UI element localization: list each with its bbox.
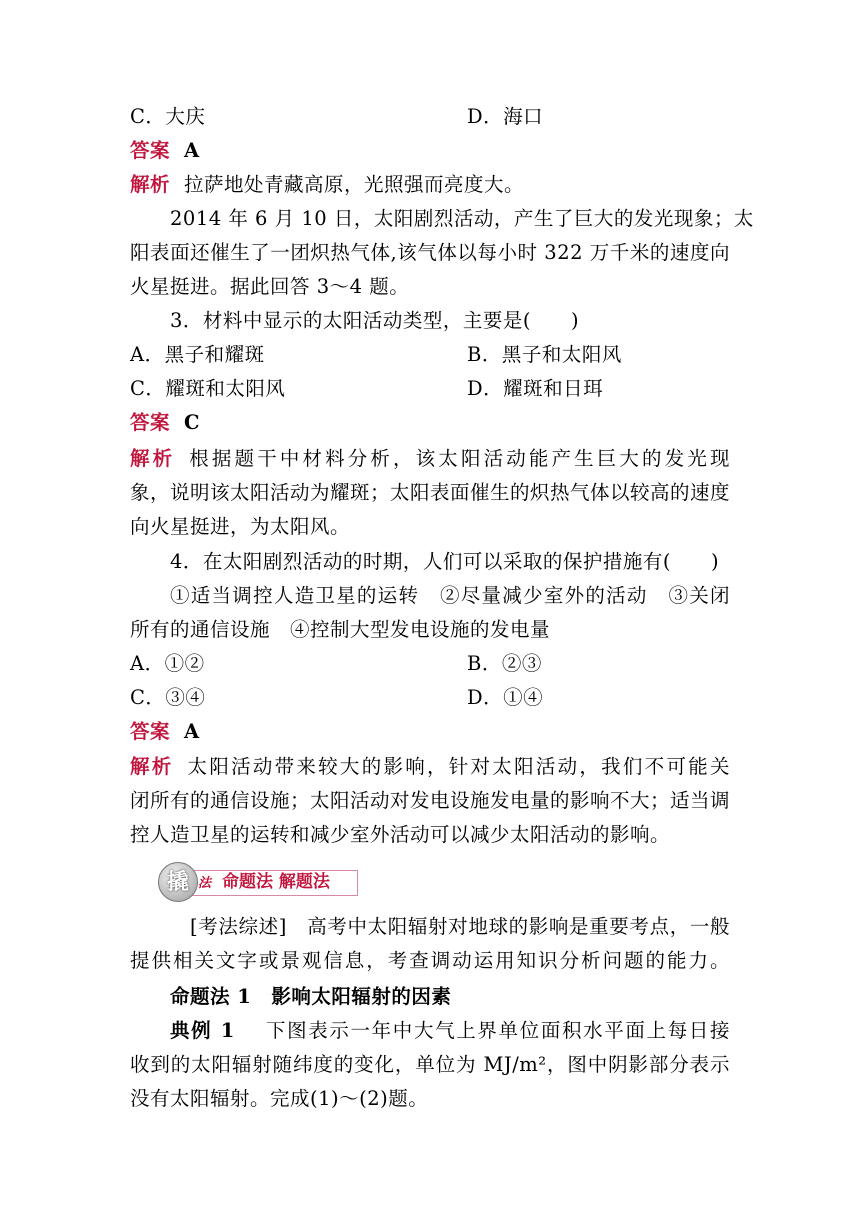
q4-stem: 4．在太阳剧烈活动的时期，人们可以采取的保护措施有( ): [170, 550, 720, 573]
overview-line-2: 提供相关文字或景观信息，考查调动运用知识分析问题的能力。: [130, 949, 730, 972]
q2-analysis: [130, 168, 730, 202]
q4-options-ab: [130, 647, 730, 681]
answer-label: 答案: [130, 139, 171, 162]
answer-value: C: [184, 411, 201, 434]
q4-items-line-1: ①适当调控人造卫星的运转 ②尽量减少室外的活动 ③关闭: [170, 584, 730, 607]
answer-value: A: [184, 139, 200, 162]
option-c: C．③④: [130, 686, 206, 709]
example-text: 下图表示一年中大气上界单位面积水平面上每日接: [264, 1019, 730, 1042]
option-d: D．①④: [467, 686, 544, 709]
option-a: A．①②: [130, 652, 205, 675]
q3-stem: 3．材料中显示的太阳活动类型，主要是( ): [170, 309, 580, 332]
overview-line-1: [考法综述] 高考中太阳辐射对地球的影响是重要考点，一般: [190, 915, 730, 938]
section-banner: [158, 860, 358, 900]
option-b: B．②③: [467, 652, 542, 675]
q3-options-cd: [130, 372, 730, 406]
q3-analysis-line-3: 向火星挺进，为太阳风。: [130, 515, 351, 538]
analysis-text: 根据题干中材料分析，该太阳活动能产生巨大的发光现: [189, 447, 730, 470]
q4-items-line-2: 所有的通信设施 ④控制大型发电设施的发电量: [130, 618, 551, 641]
q4-analysis-line-1: [130, 750, 730, 784]
option-a: A．黑子和耀斑: [130, 343, 265, 366]
analysis-label: 解析: [130, 173, 171, 196]
answer-value: A: [184, 720, 200, 743]
material-line-1: 2014 年 6 月 10 日，太阳剧烈活动，产生了巨大的发光现象；太: [170, 207, 754, 230]
analysis-text: 拉萨地处青藏高原，光照强而亮度大。: [184, 173, 525, 196]
method-heading: 命题法 1 影响太阳辐射的因素: [170, 985, 452, 1008]
q4-analysis-line-2: 闭所有的通信设施；太阳活动对发电设施发电量的影响不大；适当调: [130, 789, 731, 812]
option-d: D．海口: [467, 105, 544, 128]
banner-small-label: 法: [198, 876, 212, 891]
option-c: C．大庆: [130, 105, 206, 128]
q2-answer: [130, 134, 730, 168]
option-d: D．耀斑和日珥: [467, 377, 604, 400]
q3-answer: [130, 406, 730, 440]
q4-answer: [130, 715, 730, 749]
q4-options-cd: [130, 681, 730, 715]
analysis-text: 太阳活动带来较大的影响，针对太阳活动，我们不可能关: [187, 755, 730, 778]
material-line-3: 火星挺进。据此回答 3～4 题。: [130, 275, 410, 298]
material-line-2: 阳表面还催生了一团炽热气体,该气体以每小时 322 万千米的速度向: [130, 241, 730, 264]
answer-label: 答案: [130, 411, 171, 434]
example-line-3: 没有太阳辐射。完成(1)～(2)题。: [130, 1087, 429, 1110]
answer-label: 答案: [130, 720, 171, 743]
q3-options-ab: [130, 338, 730, 372]
example-label: 典例 1: [170, 1019, 235, 1042]
option-c: C．耀斑和太阳风: [130, 377, 286, 400]
example-line-2: 收到的太阳辐射随纬度的变化，单位为 MJ/m²，图中阴影部分表示: [130, 1053, 730, 1076]
analysis-label: 解析: [130, 755, 174, 778]
q2-option-row: [130, 100, 730, 134]
option-b: B．黑子和太阳风: [467, 343, 622, 366]
analysis-label: 解析: [130, 447, 176, 470]
example-line-1: [170, 1014, 730, 1048]
lever-icon: 撬: [158, 862, 198, 902]
q3-analysis-line-1: [130, 442, 730, 476]
q4-analysis-line-3: 控人造卫星的运转和减少室外活动可以减少太阳活动的影响。: [130, 823, 671, 846]
q3-analysis-line-2: 象，说明该太阳活动为耀斑；太阳表面催生的炽热气体以较高的速度: [130, 481, 731, 504]
banner-title: 命题法 解题法: [222, 872, 330, 892]
